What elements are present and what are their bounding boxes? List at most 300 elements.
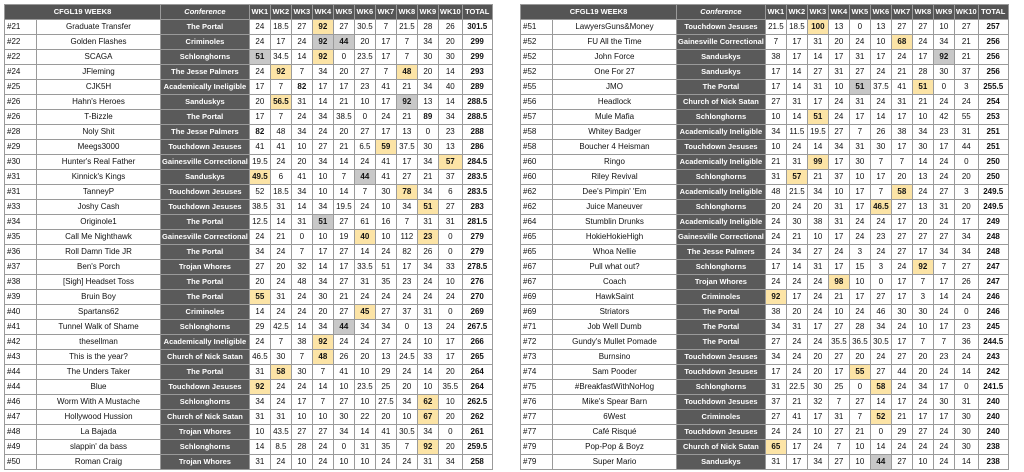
week-score-cell: 30 bbox=[291, 365, 312, 380]
total-cell: 256 bbox=[978, 65, 1008, 80]
week-score-cell: 20 bbox=[375, 410, 396, 425]
column-header[interactable]: WK2 bbox=[786, 5, 807, 20]
conference-cell: Gainesville Correctional bbox=[677, 230, 766, 245]
week-score-cell: 17 bbox=[933, 275, 954, 290]
week-score-cell: 34 bbox=[312, 155, 333, 170]
week-score-cell: 42 bbox=[933, 110, 954, 125]
total-cell: 279 bbox=[462, 230, 492, 245]
rank-cell: #71 bbox=[521, 320, 553, 335]
week-score-cell: 19 bbox=[333, 230, 354, 245]
conference-cell: Touchdown Jesuses bbox=[161, 200, 250, 215]
week-score-cell: 24 bbox=[375, 245, 396, 260]
column-header[interactable]: WK8 bbox=[912, 5, 933, 20]
team-name-cell: Noly Shit bbox=[37, 125, 161, 140]
week-score-cell: 24 bbox=[849, 35, 870, 50]
week-score-cell: 24 bbox=[291, 35, 312, 50]
week-score-cell: 7 bbox=[396, 50, 417, 65]
week-score-cell: 24 bbox=[933, 95, 954, 110]
team-name-cell: Pull what out? bbox=[553, 260, 677, 275]
week-score-cell: 17 bbox=[891, 215, 912, 230]
conference-cell: Academically Ineligible bbox=[677, 215, 766, 230]
week-score-cell: 20 bbox=[291, 155, 312, 170]
team-name-cell: Ben's Porch bbox=[37, 260, 161, 275]
week-score-cell: 10 bbox=[912, 320, 933, 335]
column-header[interactable]: Conference bbox=[677, 5, 766, 20]
rank-cell: #62 bbox=[521, 200, 553, 215]
week-score-cell: 24 bbox=[354, 290, 375, 305]
week-score-cell: 10 bbox=[807, 425, 828, 440]
week-score-cell: 57 bbox=[786, 170, 807, 185]
week-score-cell: 10 bbox=[312, 410, 333, 425]
conference-cell: Trojan Whores bbox=[161, 425, 250, 440]
week-score-cell: 17 bbox=[807, 320, 828, 335]
week-score-cell: 24 bbox=[870, 215, 891, 230]
week-score-cell: 17 bbox=[333, 80, 354, 95]
table-row bbox=[5, 155, 493, 170]
header-row bbox=[5, 5, 493, 20]
week-score-cell: 14 bbox=[870, 110, 891, 125]
conference-cell: The Portal bbox=[161, 275, 250, 290]
week-score-cell: 48 bbox=[270, 125, 291, 140]
week-score-cell: 20 bbox=[912, 365, 933, 380]
total-cell: 244.5 bbox=[978, 335, 1008, 350]
week-score-cell: 20 bbox=[807, 200, 828, 215]
week-score-cell: 14 bbox=[786, 65, 807, 80]
team-name-cell: Super Mario bbox=[553, 455, 677, 470]
week-score-cell: 31 bbox=[849, 95, 870, 110]
conference-cell: Sanduskys bbox=[677, 65, 766, 80]
week-score-cell: 24 bbox=[312, 125, 333, 140]
week-score-cell: 14 bbox=[807, 50, 828, 65]
week-score-cell: 55 bbox=[249, 290, 270, 305]
column-header[interactable]: CFGL19 WEEK8 bbox=[521, 5, 677, 20]
rank-cell: #26 bbox=[5, 110, 37, 125]
week-score-cell: 34 bbox=[912, 380, 933, 395]
column-header[interactable]: TOTAL bbox=[462, 5, 492, 20]
week-score-cell: 25 bbox=[375, 380, 396, 395]
conference-cell: Touchdown Jesuses bbox=[677, 20, 766, 35]
rank-cell: #42 bbox=[5, 335, 37, 350]
week-score-cell: 41 bbox=[375, 170, 396, 185]
week-score-cell: 34 bbox=[807, 185, 828, 200]
team-name-cell: TanneyP bbox=[37, 185, 161, 200]
week-score-cell: 17 bbox=[786, 440, 807, 455]
week-score-cell: 21 bbox=[417, 170, 438, 185]
team-name-cell: CJK5H bbox=[37, 80, 161, 95]
week-score-cell: 92 bbox=[933, 50, 954, 65]
team-name-cell: Whoa Nellie bbox=[553, 245, 677, 260]
week-score-cell: 24 bbox=[870, 95, 891, 110]
conference-cell: Academically Ineligible bbox=[161, 335, 250, 350]
week-score-cell: 31 bbox=[270, 290, 291, 305]
total-cell: 258 bbox=[462, 455, 492, 470]
conference-cell: The Portal bbox=[161, 290, 250, 305]
table-header bbox=[5, 5, 493, 20]
total-cell: 279 bbox=[462, 245, 492, 260]
week-score-cell: 27 bbox=[870, 365, 891, 380]
total-cell: 289 bbox=[462, 80, 492, 95]
week-score-cell: 27 bbox=[954, 260, 978, 275]
week-score-cell: 45 bbox=[354, 305, 375, 320]
rank-cell: #38 bbox=[5, 275, 37, 290]
week-score-cell: 61 bbox=[354, 215, 375, 230]
week-score-cell: 14 bbox=[354, 245, 375, 260]
table-row bbox=[521, 110, 1009, 125]
conference-cell: Touchdown Jesuses bbox=[677, 140, 766, 155]
rank-cell: #40 bbox=[5, 305, 37, 320]
week-score-cell: 0 bbox=[291, 230, 312, 245]
week-score-cell: 24 bbox=[270, 305, 291, 320]
rank-cell: #22 bbox=[5, 35, 37, 50]
week-score-cell: 7 bbox=[333, 170, 354, 185]
rank-cell: #52 bbox=[521, 50, 553, 65]
week-score-cell: 24 bbox=[807, 275, 828, 290]
column-header[interactable]: WK2 bbox=[270, 5, 291, 20]
week-score-cell: 21 bbox=[954, 35, 978, 50]
week-score-cell: 27 bbox=[891, 350, 912, 365]
table-row bbox=[521, 305, 1009, 320]
total-cell: 283.5 bbox=[462, 170, 492, 185]
week-score-cell: 20 bbox=[765, 200, 786, 215]
conference-cell: Criminoles bbox=[677, 410, 766, 425]
total-cell: 262 bbox=[462, 410, 492, 425]
week-score-cell: 67 bbox=[417, 410, 438, 425]
week-score-cell: 7 bbox=[828, 395, 849, 410]
week-score-cell: 31 bbox=[807, 80, 828, 95]
week-score-cell: 7 bbox=[291, 350, 312, 365]
week-score-cell: 20 bbox=[954, 200, 978, 215]
week-score-cell: 27 bbox=[807, 245, 828, 260]
week-score-cell: 14 bbox=[786, 110, 807, 125]
week-score-cell: 20 bbox=[912, 215, 933, 230]
column-header[interactable]: WK6 bbox=[870, 5, 891, 20]
rank-cell: #30 bbox=[5, 155, 37, 170]
week-score-cell: 10 bbox=[312, 170, 333, 185]
week-score-cell: 30 bbox=[933, 65, 954, 80]
week-score-cell: 27 bbox=[354, 125, 375, 140]
week-score-cell: 37.5 bbox=[396, 140, 417, 155]
week-score-cell: 17 bbox=[849, 110, 870, 125]
week-score-cell: 6 bbox=[270, 170, 291, 185]
week-score-cell: 17 bbox=[270, 35, 291, 50]
week-score-cell: 112 bbox=[396, 230, 417, 245]
week-score-cell: 31 bbox=[765, 380, 786, 395]
table-row bbox=[5, 350, 493, 365]
week-score-cell: 34 bbox=[438, 110, 462, 125]
week-score-cell: 92 bbox=[312, 50, 333, 65]
week-score-cell: 20 bbox=[954, 170, 978, 185]
total-cell: 243 bbox=[978, 350, 1008, 365]
week-score-cell: 24 bbox=[828, 110, 849, 125]
table-row bbox=[521, 170, 1009, 185]
week-score-cell: 30 bbox=[912, 305, 933, 320]
week-score-cell: 30.5 bbox=[354, 20, 375, 35]
team-name-cell: Mike's Spear Barn bbox=[553, 395, 677, 410]
column-header[interactable]: WK4 bbox=[828, 5, 849, 20]
total-cell: 249.5 bbox=[978, 200, 1008, 215]
week-score-cell: 23 bbox=[933, 350, 954, 365]
week-score-cell: 24 bbox=[438, 320, 462, 335]
week-score-cell: 24 bbox=[870, 65, 891, 80]
week-score-cell: 34 bbox=[396, 395, 417, 410]
week-score-cell: 30 bbox=[375, 185, 396, 200]
week-score-cell: 34 bbox=[375, 320, 396, 335]
week-score-cell: 7 bbox=[291, 245, 312, 260]
column-header[interactable]: WK5 bbox=[333, 5, 354, 20]
rank-cell: #58 bbox=[521, 140, 553, 155]
week-score-cell: 49.5 bbox=[249, 170, 270, 185]
week-score-cell: 7 bbox=[270, 80, 291, 95]
team-name-cell: One For 27 bbox=[553, 65, 677, 80]
column-header[interactable]: WK7 bbox=[375, 5, 396, 20]
week-score-cell: 7 bbox=[912, 275, 933, 290]
week-score-cell: 32 bbox=[807, 395, 828, 410]
week-score-cell: 7 bbox=[912, 335, 933, 350]
team-name-cell: Juice Maneuver bbox=[553, 200, 677, 215]
conference-cell: Criminoles bbox=[161, 35, 250, 50]
week-score-cell: 24 bbox=[249, 20, 270, 35]
week-score-cell: 17 bbox=[933, 140, 954, 155]
total-cell: 242 bbox=[978, 365, 1008, 380]
column-header[interactable]: WK9 bbox=[417, 5, 438, 20]
week-score-cell: 24 bbox=[375, 455, 396, 470]
team-name-cell: Ringo bbox=[553, 155, 677, 170]
column-header[interactable]: WK7 bbox=[891, 5, 912, 20]
conference-cell: The Portal bbox=[161, 20, 250, 35]
table-row bbox=[521, 335, 1009, 350]
total-cell: 288 bbox=[462, 125, 492, 140]
week-score-cell: 24 bbox=[765, 275, 786, 290]
total-cell: 301.5 bbox=[462, 20, 492, 35]
table-row bbox=[521, 185, 1009, 200]
conference-cell: Schlonghorns bbox=[677, 110, 766, 125]
week-score-cell: 10 bbox=[333, 455, 354, 470]
week-score-cell: 14 bbox=[954, 455, 978, 470]
week-score-cell: 13 bbox=[912, 200, 933, 215]
week-score-cell: 38 bbox=[891, 125, 912, 140]
week-score-cell: 3 bbox=[870, 260, 891, 275]
week-score-cell: 24 bbox=[765, 230, 786, 245]
week-score-cell: 22.5 bbox=[786, 380, 807, 395]
conference-cell: The Portal bbox=[677, 335, 766, 350]
week-score-cell: 21 bbox=[954, 50, 978, 65]
week-score-cell: 35 bbox=[375, 275, 396, 290]
week-score-cell: 21 bbox=[396, 80, 417, 95]
week-score-cell: 10 bbox=[870, 35, 891, 50]
week-score-cell: 21.5 bbox=[396, 20, 417, 35]
week-score-cell: 10 bbox=[912, 455, 933, 470]
week-score-cell: 23 bbox=[354, 80, 375, 95]
week-score-cell: 30 bbox=[954, 440, 978, 455]
week-score-cell: 14 bbox=[870, 395, 891, 410]
rank-cell: #65 bbox=[521, 230, 553, 245]
team-name-cell: thesellman bbox=[37, 335, 161, 350]
week-score-cell: 34 bbox=[249, 245, 270, 260]
table-row bbox=[5, 230, 493, 245]
week-score-cell: 27 bbox=[333, 305, 354, 320]
table-row bbox=[521, 80, 1009, 95]
column-header[interactable]: WK8 bbox=[396, 5, 417, 20]
week-score-cell: 92 bbox=[765, 290, 786, 305]
conference-cell: Sanduskys bbox=[161, 95, 250, 110]
column-header[interactable]: TOTAL bbox=[978, 5, 1008, 20]
week-score-cell: 17 bbox=[333, 260, 354, 275]
week-score-cell: 51 bbox=[312, 215, 333, 230]
week-score-cell: 34 bbox=[954, 230, 978, 245]
week-score-cell: 27 bbox=[954, 20, 978, 35]
column-header[interactable]: WK10 bbox=[438, 5, 462, 20]
week-score-cell: 15 bbox=[849, 260, 870, 275]
week-score-cell: 31 bbox=[417, 455, 438, 470]
week-score-cell: 35 bbox=[375, 440, 396, 455]
column-header[interactable]: WK10 bbox=[954, 5, 978, 20]
table-row bbox=[521, 350, 1009, 365]
column-header[interactable]: WK3 bbox=[807, 5, 828, 20]
week-score-cell: 27 bbox=[891, 455, 912, 470]
week-score-cell: 41 bbox=[270, 140, 291, 155]
rank-cell: #74 bbox=[521, 365, 553, 380]
conference-cell: The Portal bbox=[677, 320, 766, 335]
table-row bbox=[521, 155, 1009, 170]
table-row bbox=[521, 65, 1009, 80]
table-row bbox=[521, 260, 1009, 275]
rank-cell: #37 bbox=[5, 260, 37, 275]
week-score-cell: 30 bbox=[333, 410, 354, 425]
week-score-cell: 68 bbox=[891, 35, 912, 50]
week-score-cell: 27 bbox=[828, 350, 849, 365]
week-score-cell: 23 bbox=[933, 125, 954, 140]
week-score-cell: 0 bbox=[870, 275, 891, 290]
team-name-cell: Spartans62 bbox=[37, 305, 161, 320]
week-score-cell: 3 bbox=[849, 245, 870, 260]
rank-cell: #56 bbox=[521, 95, 553, 110]
week-score-cell: 10 bbox=[291, 455, 312, 470]
rank-cell: #65 bbox=[521, 245, 553, 260]
week-score-cell: 34 bbox=[828, 140, 849, 155]
week-score-cell: 24 bbox=[291, 290, 312, 305]
week-score-cell: 20 bbox=[438, 365, 462, 380]
week-score-cell: 27 bbox=[312, 425, 333, 440]
week-score-cell: 34 bbox=[954, 245, 978, 260]
column-header[interactable]: WK1 bbox=[765, 5, 786, 20]
week-score-cell: 24 bbox=[912, 35, 933, 50]
week-score-cell: 17 bbox=[870, 170, 891, 185]
week-score-cell: 27 bbox=[891, 230, 912, 245]
week-score-cell: 27 bbox=[828, 425, 849, 440]
week-score-cell: 17 bbox=[765, 65, 786, 80]
week-score-cell: 31 bbox=[249, 410, 270, 425]
week-score-cell: 17 bbox=[933, 380, 954, 395]
table-row bbox=[5, 200, 493, 215]
week-score-cell: 41 bbox=[891, 80, 912, 95]
week-score-cell: 27 bbox=[870, 290, 891, 305]
week-score-cell: 21 bbox=[849, 425, 870, 440]
week-score-cell: 21 bbox=[786, 395, 807, 410]
week-score-cell: 37 bbox=[954, 65, 978, 80]
week-score-cell: 13 bbox=[438, 140, 462, 155]
total-cell: 240 bbox=[978, 410, 1008, 425]
rank-cell: #76 bbox=[521, 395, 553, 410]
table-row bbox=[5, 20, 493, 35]
table-row bbox=[521, 50, 1009, 65]
week-score-cell: 58 bbox=[891, 185, 912, 200]
conference-cell: Gainesville Correctional bbox=[161, 155, 250, 170]
week-score-cell: 24 bbox=[954, 290, 978, 305]
conference-cell: Schlonghorns bbox=[677, 260, 766, 275]
total-cell: 246 bbox=[978, 305, 1008, 320]
week-score-cell: 24 bbox=[786, 140, 807, 155]
column-header[interactable]: WK5 bbox=[849, 5, 870, 20]
team-name-cell: John Force bbox=[553, 50, 677, 65]
table-row bbox=[5, 290, 493, 305]
column-header[interactable]: WK1 bbox=[249, 5, 270, 20]
rank-cell: #52 bbox=[521, 35, 553, 50]
week-score-cell: 28 bbox=[417, 20, 438, 35]
week-score-cell: 24 bbox=[417, 290, 438, 305]
conference-cell: The Portal bbox=[161, 245, 250, 260]
week-score-cell: 51 bbox=[375, 260, 396, 275]
conference-cell: Academically Ineligible bbox=[677, 125, 766, 140]
week-score-cell: 3 bbox=[954, 185, 978, 200]
week-score-cell: 34 bbox=[417, 425, 438, 440]
week-score-cell: 36 bbox=[954, 335, 978, 350]
week-score-cell: 28 bbox=[849, 320, 870, 335]
week-score-cell: 27 bbox=[249, 260, 270, 275]
team-name-cell: Bruin Boy bbox=[37, 290, 161, 305]
week-score-cell: 30 bbox=[870, 140, 891, 155]
table-row bbox=[5, 320, 493, 335]
week-score-cell: 24 bbox=[933, 170, 954, 185]
week-score-cell: 23 bbox=[438, 125, 462, 140]
table-row bbox=[5, 50, 493, 65]
week-score-cell: 17 bbox=[786, 455, 807, 470]
week-score-cell: 34 bbox=[765, 125, 786, 140]
week-score-cell: 24 bbox=[270, 380, 291, 395]
week-score-cell: 7 bbox=[312, 395, 333, 410]
column-header[interactable]: CFGL19 WEEK8 bbox=[5, 5, 161, 20]
rank-cell: #49 bbox=[5, 440, 37, 455]
column-header[interactable]: WK6 bbox=[354, 5, 375, 20]
week-score-cell: 30 bbox=[933, 395, 954, 410]
week-score-cell: 24 bbox=[933, 440, 954, 455]
column-header[interactable]: WK9 bbox=[933, 5, 954, 20]
week-score-cell: 27 bbox=[891, 245, 912, 260]
team-name-cell: slappin' da bass bbox=[37, 440, 161, 455]
week-score-cell: 31 bbox=[270, 410, 291, 425]
team-name-cell: Tunnel Walk of Shame bbox=[37, 320, 161, 335]
week-score-cell: 27 bbox=[828, 125, 849, 140]
conference-cell: Schlonghorns bbox=[161, 320, 250, 335]
week-score-cell: 31 bbox=[828, 200, 849, 215]
week-score-cell: 24 bbox=[249, 65, 270, 80]
column-header[interactable]: WK3 bbox=[291, 5, 312, 20]
week-score-cell: 27 bbox=[849, 65, 870, 80]
column-header[interactable]: Conference bbox=[161, 5, 250, 20]
week-score-cell: 100 bbox=[807, 20, 828, 35]
conference-cell: Sanduskys bbox=[161, 170, 250, 185]
table-row bbox=[521, 440, 1009, 455]
week-score-cell: 31 bbox=[786, 155, 807, 170]
column-header[interactable]: WK4 bbox=[312, 5, 333, 20]
team-name-cell: Roman Craig bbox=[37, 455, 161, 470]
week-score-cell: 34 bbox=[417, 35, 438, 50]
week-score-cell: 27 bbox=[912, 20, 933, 35]
week-score-cell: 14 bbox=[291, 50, 312, 65]
table-row bbox=[521, 95, 1009, 110]
total-cell: 246 bbox=[978, 290, 1008, 305]
week-score-cell: 19.5 bbox=[807, 125, 828, 140]
week-score-cell: 10 bbox=[807, 230, 828, 245]
